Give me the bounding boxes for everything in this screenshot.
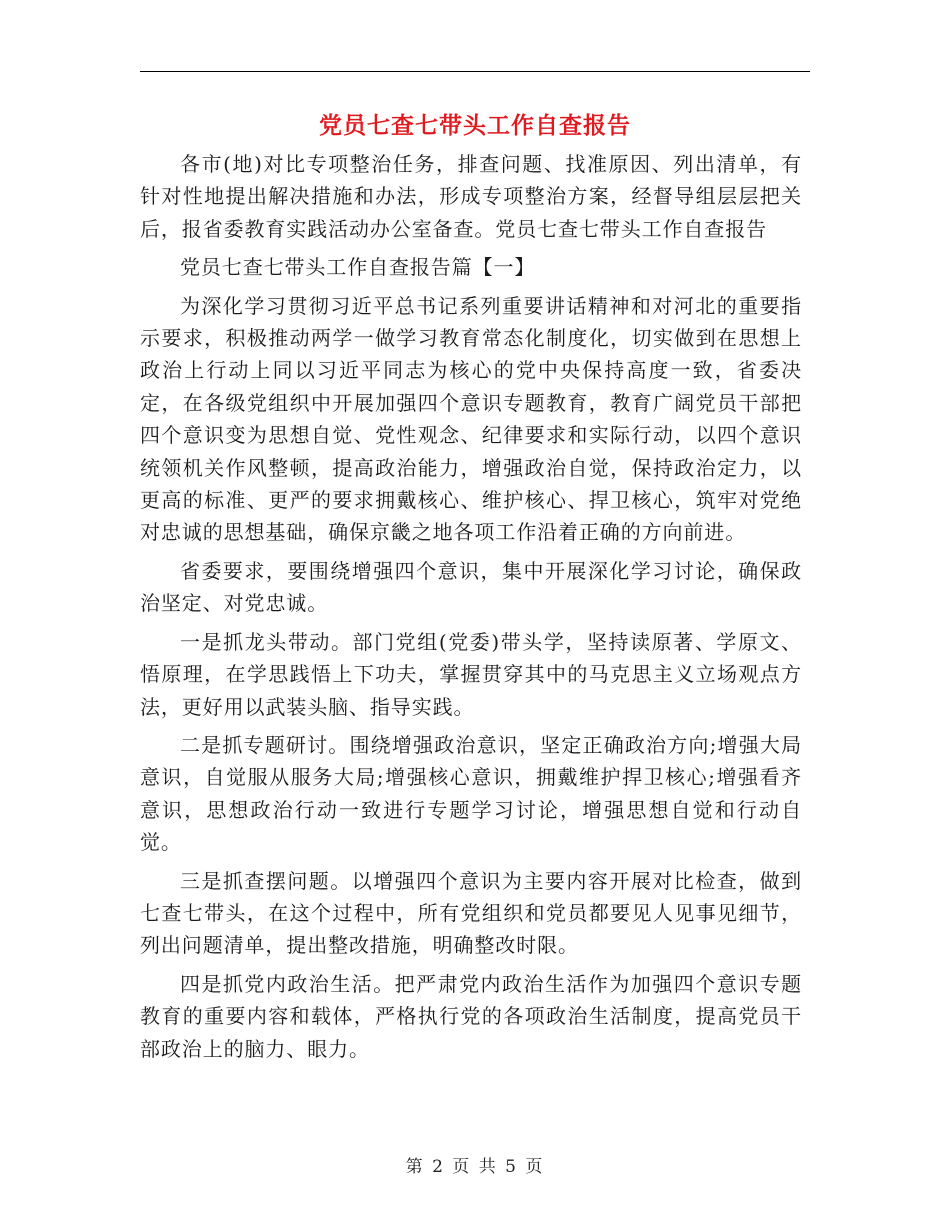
document-body bbox=[140, 148, 802, 1071]
section-heading: 党员七查七带头工作自查报告篇【一】 bbox=[180, 255, 536, 280]
paragraph-point-two: 二是抓专题研讨。围绕增强政治意识，坚定正确政治方向;增强大局意识，自觉服从服务大局;增强核心意识，拥戴维护捍卫核心;增强看齐意识，思想政治行动一致进行专题学习讨论，增强思想自觉和行动自觉。 bbox=[140, 732, 802, 855]
paragraph-point-one: 一是抓龙头带动。部门党组(党委)带头学，坚持读原著、学原文、悟原理，在学思践悟上下功夫，掌握贯穿其中的马克思主义立场观点方法，更好用以武装头脑、指导实践。 bbox=[140, 629, 802, 719]
header-rule bbox=[140, 71, 810, 72]
paragraph-point-three: 三是抓查摆问题。以增强四个意识为主要内容开展对比检查，做到七查七带头，在这个过程中，所有党组织和党员都要见人见事见细节，列出问题清单，提出整改措施，明确整改时限。 bbox=[140, 868, 802, 958]
paragraph-intro: 各市(地)对比专项整治任务，排查问题、找准原因、列出清单，有针对性地提出解决措施和办法，形成专项整治方案，经督导组层层把关后，报省委教育实践活动办公室备查。党员七查七带头工作自查报告 bbox=[140, 152, 802, 241]
page-number: 第 2 页 共 5 页 bbox=[405, 1157, 545, 1177]
document-title: 党员七查七带头工作自查报告 bbox=[319, 113, 631, 139]
paragraph-background: 为深化学习贯彻习近平总书记系列重要讲话精神和对河北的重要指示要求，积极推动两学一做学习教育常态化制度化，切实做到在思想上政治上行动上同以习近平同志为核心的党中央保持高度一致，省委决定，在各级党组织中开展加强四个意识专题教育，教育广阔党员干部把四个意识变为思想自觉、党性观念、纪律要求和实际行动，以四个意识统领机关作风整顿，提高政治能力，增强政治自觉，保持政治定力，以更高的标准、更严的要求拥戴核心、维护核心、捍卫核心，筑牢对党绝对忠诚的思想基础，确保京畿之地各项工作沿着正确的方向前进。 bbox=[140, 293, 802, 545]
paragraph-requirement: 省委要求，要围绕增强四个意识，集中开展深化学习讨论，确保政治坚定、对党忠诚。 bbox=[140, 558, 802, 616]
paragraph-point-four: 四是抓党内政治生活。把严肃党内政治生活作为加强四个意识专题教育的重要内容和载体，严格执行党的各项政治生活制度，提高党员干部政治上的脑力、眼力。 bbox=[140, 971, 802, 1061]
